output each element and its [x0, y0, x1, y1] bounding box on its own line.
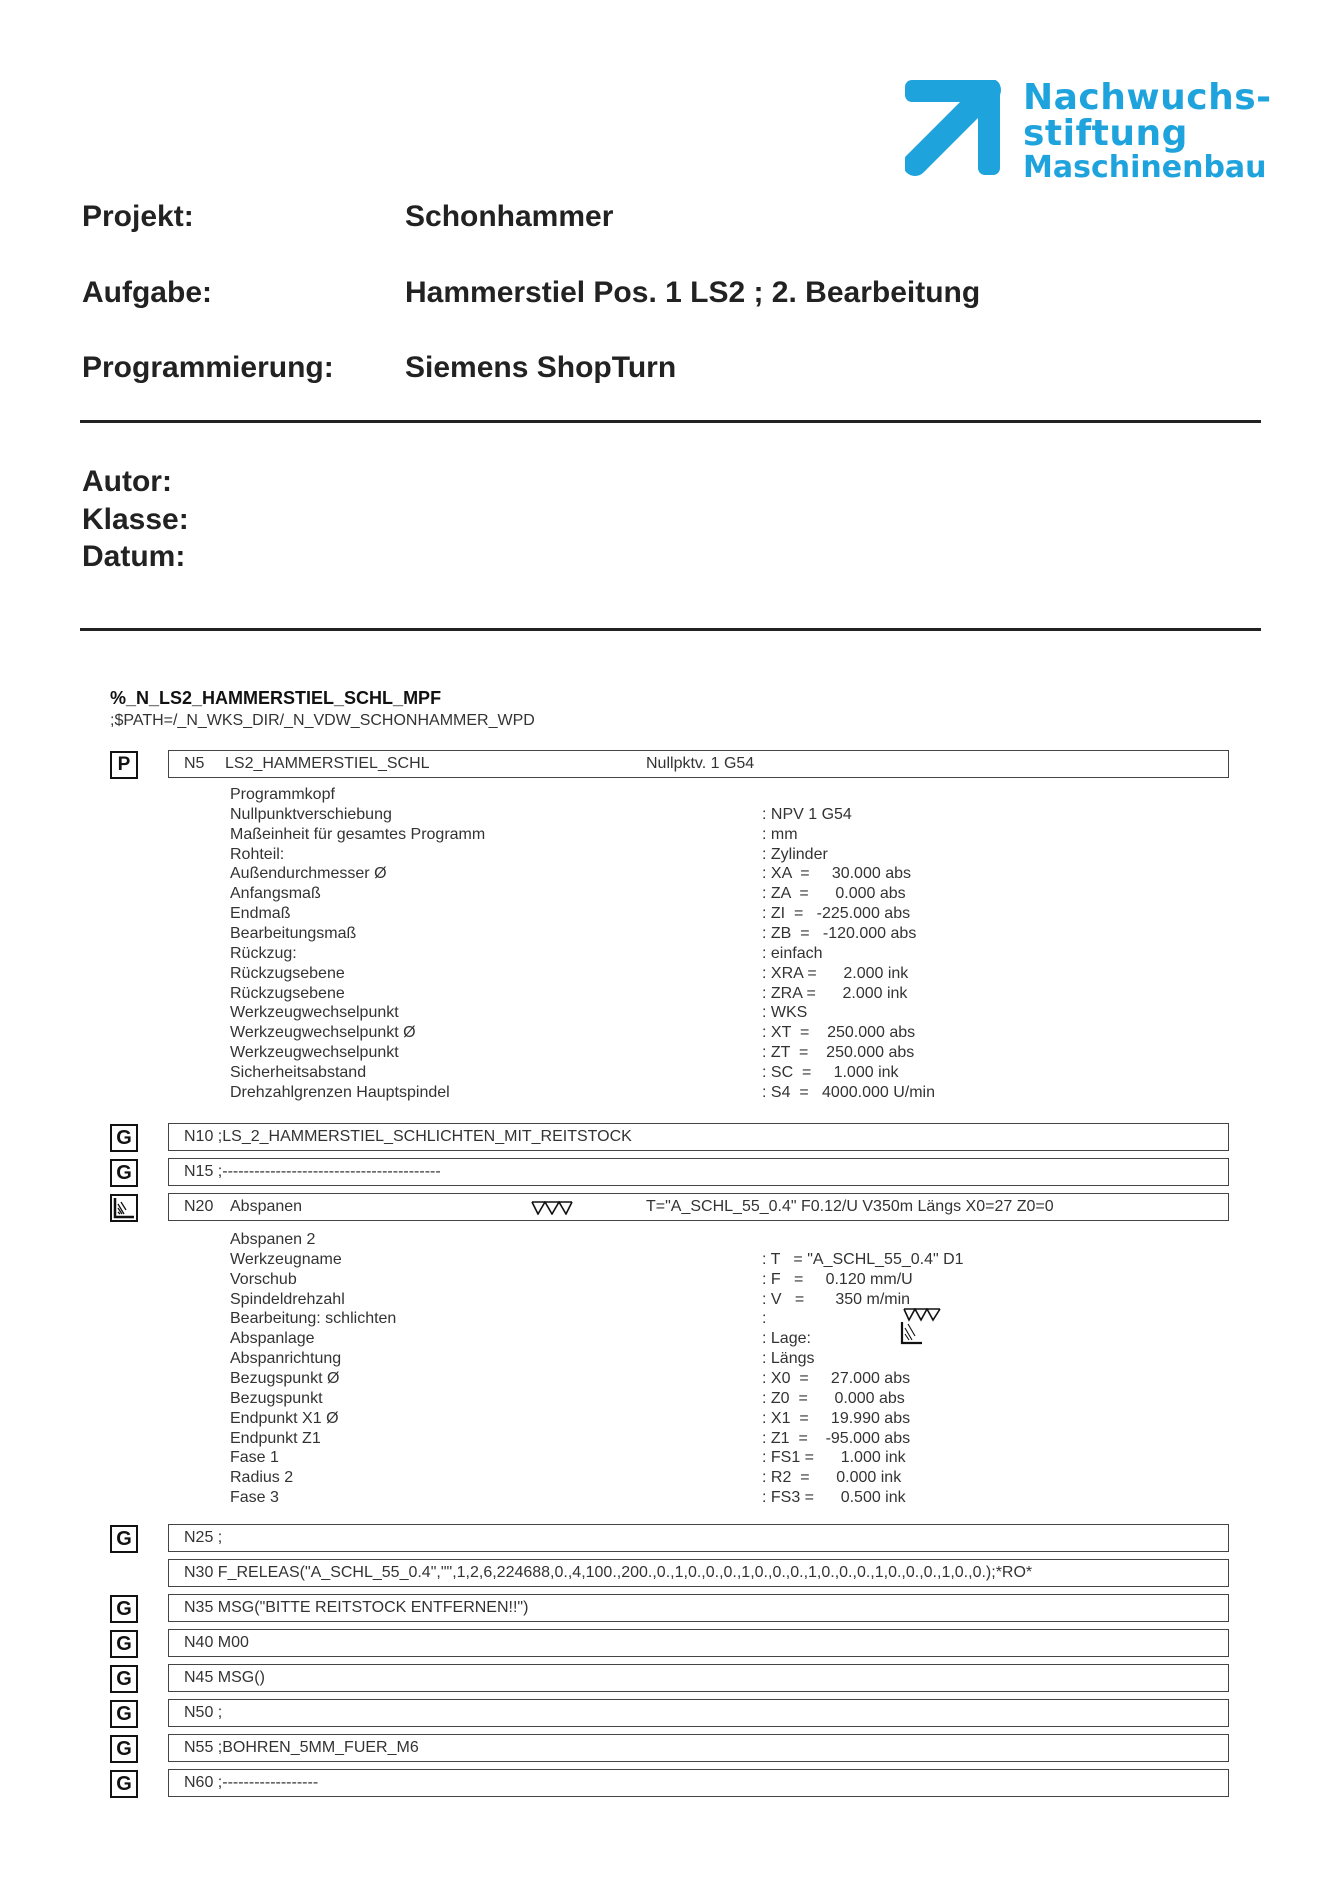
parameter-name: Bearbeitung: schlichten [230, 1310, 397, 1328]
finishing-icon [531, 1201, 573, 1215]
finishing-position-icon [898, 1308, 942, 1346]
parameter-value: : S4 = 4000.000 U/min [762, 1083, 935, 1101]
parameter-value: : XT = 250.000 abs [762, 1024, 916, 1042]
parameter-name: Endmaß [230, 905, 291, 923]
parameter-name: Außendurchmesser Ø [230, 865, 387, 883]
klasse-label: Klasse: [82, 503, 189, 536]
g-code-icon: G [110, 1159, 138, 1187]
parameter-value: : ZA = 0.000 abs [762, 885, 906, 903]
parameter-name: Spindeldrehzahl [230, 1290, 345, 1308]
block-n35[interactable] [168, 1594, 1229, 1622]
parameter-name: Rückzugsebene [230, 984, 345, 1002]
parameter-name: Programmkopf [230, 786, 335, 803]
block-n45[interactable] [168, 1664, 1229, 1692]
g-code-icon: G [110, 1735, 138, 1763]
block-text: N60 ;------------------ [184, 1774, 319, 1791]
block-n20[interactable] [168, 1193, 1229, 1221]
block-text: N45 MSG() [184, 1669, 265, 1686]
parameter-value: : Zylinder [762, 845, 828, 863]
block-text: N15 ;----------------------------------------- [184, 1163, 441, 1180]
parameter-name: Bezugspunkt [230, 1389, 323, 1407]
programmierung-value: Siemens ShopTurn [405, 351, 677, 384]
parameter-name: Bearbeitungsmaß [230, 924, 357, 942]
parameter-name: Sicherheitsabstand [230, 1063, 367, 1081]
block-text: N50 ; [184, 1704, 223, 1721]
parameter-name: Abspanrichtung [230, 1350, 342, 1368]
block-n60[interactable] [168, 1769, 1229, 1797]
parameter-value: : Längs [762, 1350, 815, 1368]
parameter-value: : NPV 1 G54 [762, 805, 852, 823]
parameter-value: : ZB = -120.000 abs [762, 924, 917, 942]
block-text: N55 ;BOHREN_5MM_FUER_M6 [184, 1739, 419, 1756]
parameter-value: : X1 = 19.990 abs [762, 1409, 911, 1427]
parameter-name: Werkzeugwechselpunkt [230, 1004, 399, 1022]
block-text: N40 M00 [184, 1634, 249, 1651]
parameter-name: Bezugspunkt Ø [230, 1369, 340, 1387]
parameter-name: Werkzeugname [230, 1250, 342, 1268]
program-title: %_N_LS2_HAMMERSTIEL_SCHL_MPF [110, 688, 442, 708]
parameter-value: : X0 = 27.000 abs [762, 1369, 911, 1387]
g-code-icon: G [110, 1595, 138, 1623]
block-number: N5 [184, 755, 205, 772]
block-n40[interactable] [168, 1629, 1229, 1657]
parameter-value: : V = 350 m/min [762, 1290, 911, 1308]
divider-bottom [80, 628, 1261, 631]
divider-top [80, 420, 1261, 423]
parameter-value: : SC = 1.000 ink [762, 1063, 899, 1081]
parameter-value: : F = 0.120 mm/U [762, 1270, 913, 1288]
parameter-name: Rohteil: [230, 845, 285, 863]
aufgabe-label: Aufgabe: [82, 276, 212, 309]
datum-label: Datum: [82, 540, 186, 573]
projekt-label: Projekt: [82, 200, 194, 233]
block-n30[interactable] [168, 1559, 1229, 1587]
parameter-name: Radius 2 [230, 1469, 294, 1487]
parameter-name: Nullpunktverschiebung [230, 805, 392, 823]
parameter-value: : Z1 = -95.000 abs [762, 1429, 911, 1447]
g-code-icon: G [110, 1525, 138, 1553]
block-n55[interactable] [168, 1734, 1229, 1762]
logo-line-1: Nachwuchs- [1023, 77, 1272, 118]
block-info: T="A_SCHL_55_0.4" F0.12/U V350m Längs X0=27 Z0=0 [646, 1198, 1054, 1215]
block-n25[interactable] [168, 1524, 1229, 1552]
parameter-name: Abspanlage [230, 1330, 315, 1348]
parameter-value: : XA = 30.000 abs [762, 865, 911, 883]
g-code-icon: G [110, 1700, 138, 1728]
stock-removal-icon [110, 1194, 138, 1222]
parameter-value: : Z0 = 0.000 abs [762, 1389, 905, 1407]
projekt-value: Schonhammer [405, 200, 614, 233]
parameter-value: : T = "A_SCHL_55_0.4" D1 [762, 1250, 964, 1268]
parameter-value: : XRA = 2.000 ink [762, 964, 909, 982]
block-n50[interactable] [168, 1699, 1229, 1727]
parameter-name: Rückzugsebene [230, 964, 345, 982]
parameter-name: Fase 1 [230, 1449, 279, 1467]
block-name: Abspanen [230, 1198, 303, 1215]
nachwuchsstiftung-logo [905, 77, 1272, 185]
parameter-value: : [762, 1310, 767, 1328]
block-text: N25 ; [184, 1529, 223, 1546]
parameter-name: Abspanen 2 [230, 1231, 316, 1248]
block-info: Nullpktv. 1 G54 [646, 755, 755, 772]
aufgabe-value: Hammerstiel Pos. 1 LS2 ; 2. Bearbeitung [405, 276, 981, 309]
block-text: N35 MSG("BITTE REITSTOCK ENTFERNEN!!") [184, 1599, 529, 1616]
g-code-icon: G [110, 1770, 138, 1798]
program-header-icon: P [110, 751, 138, 779]
block-n5[interactable] [168, 750, 1229, 778]
parameter-name: Drehzahlgrenzen Hauptspindel [230, 1083, 450, 1101]
g-code-icon: G [110, 1630, 138, 1658]
parameter-value: : R2 = 0.000 ink [762, 1469, 902, 1487]
parameter-name: Fase 3 [230, 1489, 279, 1507]
parameter-value: : ZT = 250.000 abs [762, 1044, 915, 1062]
autor-label: Autor: [82, 465, 172, 498]
parameter-value: : einfach [762, 944, 823, 962]
arrow-logo-icon [905, 80, 1005, 180]
parameter-value: : Lage: [762, 1330, 811, 1348]
parameter-value: : ZRA = 2.000 ink [762, 984, 908, 1002]
programmierung-label: Programmierung: [82, 351, 334, 384]
parameter-value: : FS3 = 0.500 ink [762, 1489, 906, 1507]
parameter-name: Anfangsmaß [230, 885, 321, 903]
logo-wordmark [1023, 77, 1272, 185]
block-n15[interactable] [168, 1158, 1229, 1186]
parameter-value: : mm [762, 825, 798, 843]
parameter-name: Rückzug: [230, 944, 297, 962]
stock-removal-glyph-icon [112, 1196, 136, 1220]
parameter-name: Vorschub [230, 1270, 297, 1288]
g-code-icon: G [110, 1124, 138, 1152]
parameter-name: Endpunkt X1 Ø [230, 1409, 339, 1427]
logo-line-3: Maschinenbau [1023, 150, 1267, 185]
parameter-value: : ZI = -225.000 abs [762, 905, 911, 923]
parameter-name: Maßeinheit für gesamtes Programm [230, 825, 486, 843]
logo-line-2: stiftung [1023, 113, 1188, 154]
block-text: N10 ;LS_2_HAMMERSTIEL_SCHLICHTEN_MIT_REITSTOCK [184, 1128, 632, 1145]
parameter-name: Werkzeugwechselpunkt [230, 1044, 399, 1062]
g-code-icon: G [110, 1665, 138, 1693]
parameter-name: Werkzeugwechselpunkt Ø [230, 1024, 416, 1042]
parameter-value: : FS1 = 1.000 ink [762, 1449, 906, 1467]
parameter-value: : WKS [762, 1004, 808, 1022]
block-n10[interactable] [168, 1123, 1229, 1151]
program-path: ;$PATH=/_N_WKS_DIR/_N_VDW_SCHONHAMMER_WPD [110, 712, 535, 729]
block-number: N20 [184, 1198, 214, 1215]
block-name: LS2_HAMMERSTIEL_SCHL [225, 755, 430, 772]
parameter-name: Endpunkt Z1 [230, 1429, 321, 1447]
block-text: N30 F_RELEAS("A_SCHL_55_0.4","",1,2,6,224688,0.,4,100.,200.,0.,1,0.,0.,0.,1,0.,0.,0.,1,0.,0.,0.,1,0.,0.,0.,1,0.,0.);*RO* [184, 1564, 1033, 1581]
